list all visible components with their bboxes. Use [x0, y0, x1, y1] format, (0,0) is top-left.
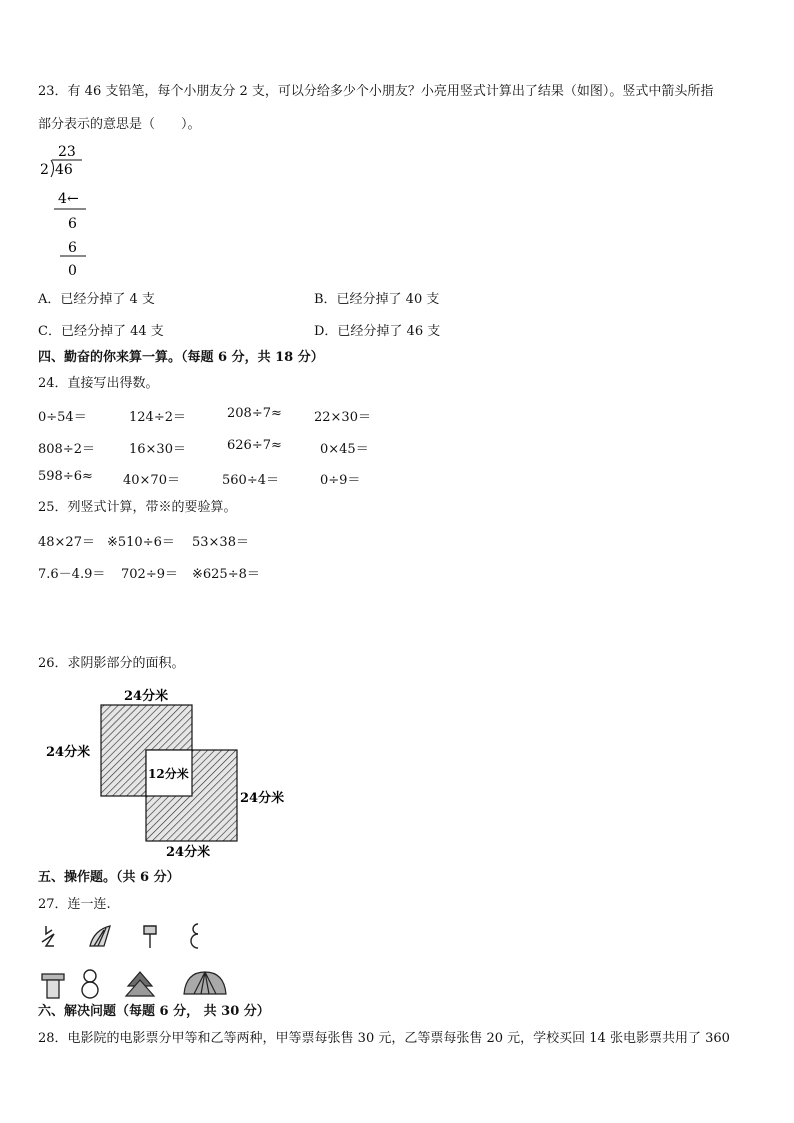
q24-r3-c4: 0÷9＝ — [320, 473, 361, 488]
top-side-label: 24分米 — [124, 689, 169, 704]
section6-title: 六、解决问题（每题 6 分， 共 30 分） — [38, 1004, 270, 1019]
q24-r2-c3: 626÷7≈ — [227, 438, 282, 453]
q25-r2-c3: ※625÷8＝ — [192, 567, 260, 582]
right-side-label: 24分米 — [240, 791, 285, 806]
q25-title: 25．列竖式计算，带※的要验算。 — [38, 500, 237, 515]
half-lightning-icon — [42, 926, 54, 946]
division-quotient: 23 — [58, 144, 76, 160]
half-umbrella-icon — [90, 926, 110, 946]
shaded-area-figure — [40, 684, 300, 864]
lamp-icon — [42, 974, 64, 998]
division-dividend: 46 — [55, 162, 73, 178]
snowman-icon — [82, 970, 98, 998]
q23-option-c: C．已经分掉了 44 支 — [38, 324, 164, 339]
q23-line1: 23．有 46 支铅笔，每个小朋友分 2 支，可以分给多少个小朋友？小亮用竖式计算出了结果（如图）。竖式中箭头所指 — [38, 84, 714, 99]
tree-icon — [126, 972, 154, 996]
q24-r2-c1: 808÷2＝ — [38, 442, 95, 457]
division-bracket — [51, 160, 54, 177]
q23-option-b: B．已经分掉了 40 支 — [314, 292, 440, 307]
q24-r1-c1: 0÷54＝ — [38, 410, 87, 425]
full-shapes-row — [38, 966, 258, 1002]
q27-title: 27．连一连. — [38, 897, 111, 912]
q23-option-d: D．已经分掉了 46 支 — [314, 324, 441, 339]
q23-line2: 部分表示的意思是（ ）。 — [38, 117, 201, 132]
section4-title: 四、勤奋的你来算一算。（每题 6 分，共 18 分） — [38, 350, 324, 365]
arrow-left-icon: ← — [67, 191, 79, 207]
q24-r1-c4: 22×30＝ — [314, 410, 371, 425]
q24-r3-c2: 40×70＝ — [123, 473, 180, 488]
q25-r2-c2: 702÷9＝ — [121, 567, 178, 582]
q24-r2-c4: 0×45＝ — [320, 442, 369, 457]
division-step3: 6 — [68, 240, 77, 256]
half-lamp-icon — [144, 926, 156, 948]
left-side-label: 24分米 — [46, 745, 91, 760]
long-division-figure — [34, 140, 104, 280]
overlap-side-label: 12分米 — [148, 767, 189, 781]
q24-r1-c2: 124÷2＝ — [129, 410, 186, 425]
division-divisor: 2 — [40, 162, 49, 178]
q24-r3-c1: 598÷6≈ — [38, 469, 93, 484]
q24-title: 24．直接写出得数。 — [38, 376, 159, 391]
q28-text: 28．电影院的电影票分甲等和乙等两种，甲等票每张售 30 元，乙等票每张售 20 元，学校买回 14 张电影票共用了 360 — [38, 1031, 730, 1046]
q24-r2-c2: 16×30＝ — [129, 442, 186, 457]
section5-title: 五、操作题。（共 6 分） — [38, 870, 180, 885]
q26-title: 26．求阴影部分的面积。 — [38, 656, 185, 671]
q24-r3-c3: 560÷4＝ — [222, 473, 279, 488]
division-remainder: 0 — [68, 263, 77, 279]
q25-r1-c3: 53×38＝ — [192, 535, 249, 550]
division-step2: 6 — [68, 216, 77, 232]
q23-option-a: A．已经分掉了 4 支 — [38, 292, 155, 307]
q25-r2-c1: 7.6－4.9＝ — [38, 567, 106, 582]
half-snowman-icon — [191, 924, 198, 948]
q25-r1-c1: 48×27＝ — [38, 535, 95, 550]
umbrella-icon — [184, 972, 226, 994]
half-shapes-row — [38, 920, 218, 954]
bottom-side-label: 24分米 — [166, 845, 211, 860]
division-step1: 4 — [58, 191, 67, 207]
q24-r1-c3: 208÷7≈ — [227, 406, 282, 421]
q25-r1-c2: ※510÷6＝ — [107, 535, 175, 550]
